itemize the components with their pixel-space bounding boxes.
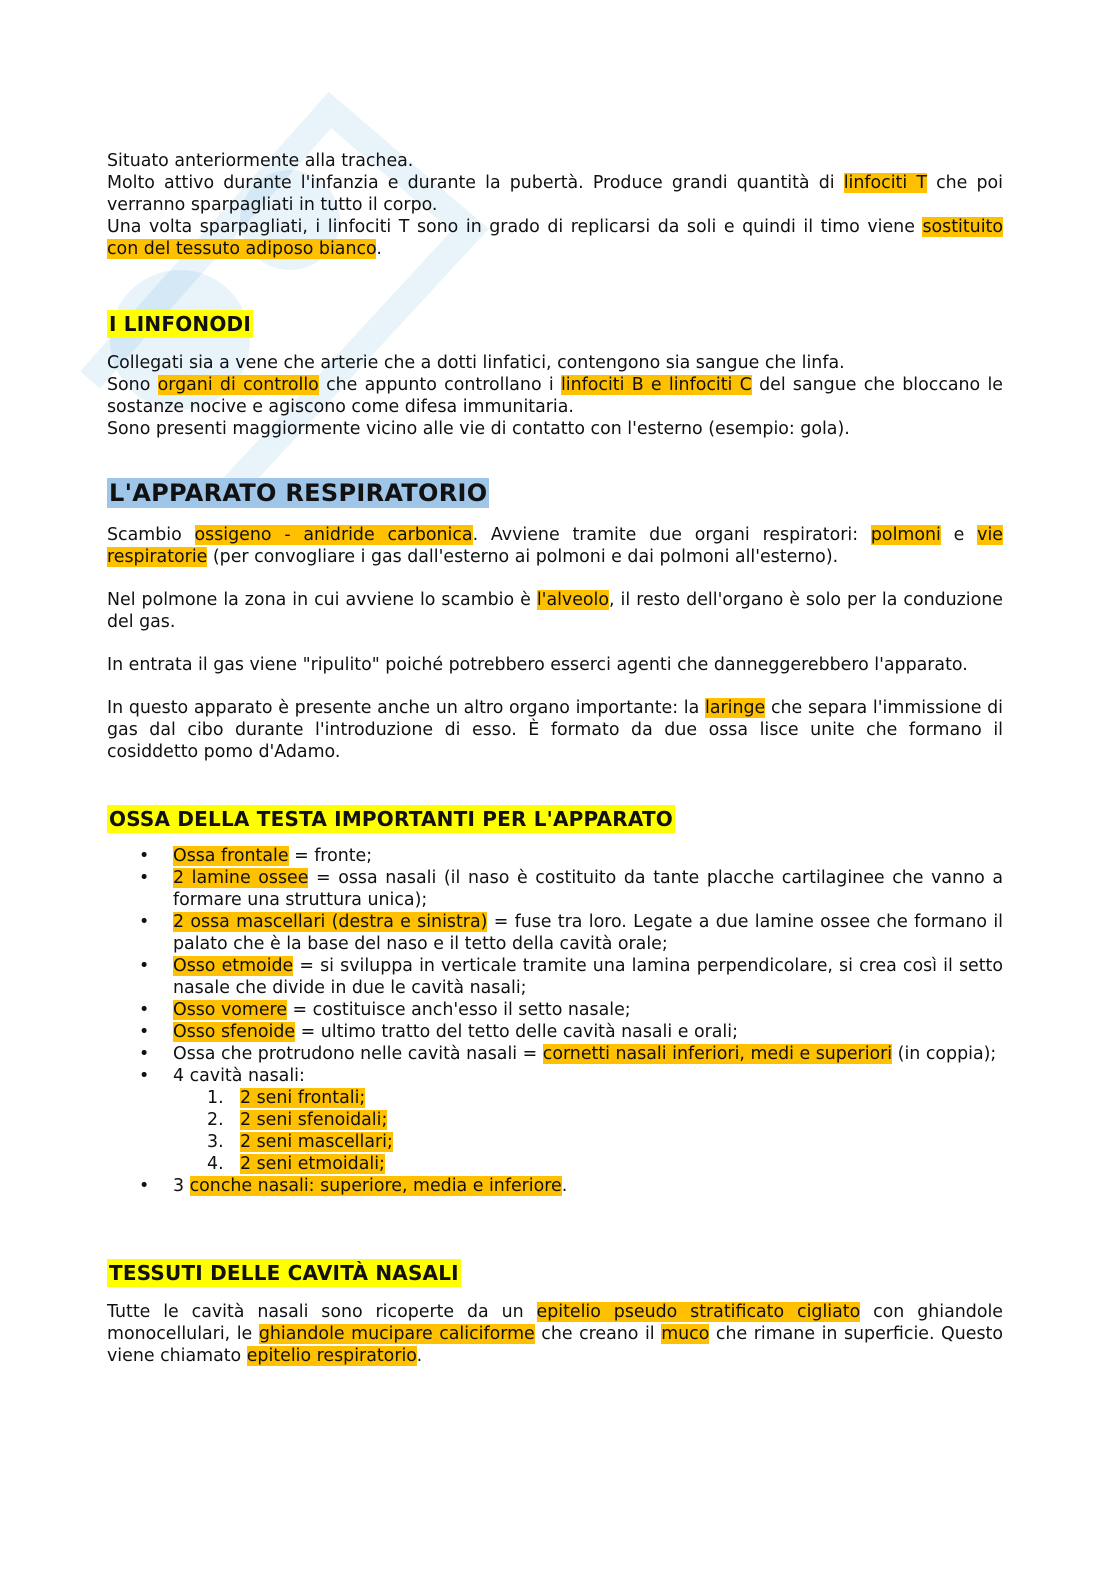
highlight: sostituito con del tessuto adiposo bianco <box>107 217 1003 259</box>
highlight: muco <box>661 1324 710 1344</box>
bullet-icon: • <box>139 1066 150 1086</box>
highlight: epitelio pseudo stratificato cigliato <box>536 1302 861 1322</box>
list-item: • Ossa che protrudono nelle cavità nasali = cornetti nasali inferiori, medi e superiori (in coppia); <box>139 1044 997 1064</box>
list-item: • Osso sfenoide = ultimo tratto del tetto delle cavità nasali e orali; <box>139 1022 738 1042</box>
respiratorio-paragraph-2: Nel polmone la zona in cui avviene lo scambio è l'alveolo, il resto dell'organo è solo per la conduzione del gas. <box>107 590 1003 632</box>
intro-paragraph: Situato anteriormente alla trachea. Molto attivo durante l'infanzia e durante la pubertà. Produce grandi quantità di linfociti T che poi verranno sparpagliati in tutto il corpo. Una volta sparpagliati, i linfociti T sono in grado di replicarsi da soli e quindi il timo viene sostituito con del tessuto adiposo bianco. <box>107 151 1003 259</box>
bullet-icon: • <box>139 956 150 976</box>
list-item: 3. 2 seni mascellari; <box>207 1132 393 1152</box>
ossa-list <box>107 845 1003 1197</box>
heading-ossa-testa: OSSA DELLA TESTA IMPORTANTI PER L'APPARATO <box>109 807 674 831</box>
list-item: 1. 2 seni frontali; <box>207 1088 366 1108</box>
bullet-icon: • <box>139 1022 150 1042</box>
linfonodi-paragraph: Collegati sia a vene che arterie che a dotti linfatici, contengono sia sangue che linfa. Sono organi di controllo che appunto controllano i linfociti B e linfociti C del sangue che bloccano le sostanze nocive e agiscono come difesa immunitaria. Sono presenti maggiormente vicino alle vie di contatto con l'esterno (esempio: gola). <box>107 353 1003 439</box>
highlight: laringe <box>705 698 766 718</box>
list-item: • 2 lamine ossee = ossa nasali (il naso è costituito da tante placche cartilaginee che vanno a formare una struttura unica); <box>139 868 1003 910</box>
highlight: polmoni <box>870 525 941 545</box>
bullet-icon: • <box>139 846 150 866</box>
tessuti-paragraph: Tutte le cavità nasali sono ricoperte da un epitelio pseudo stratificato cigliato con ghiandole monocellulari, le ghiandole mucipare caliciforme che creano il muco che rimane in superficie. Questo viene chiamato epitelio respiratorio. <box>107 1302 1003 1366</box>
highlight: l'alveolo <box>536 590 610 610</box>
list-item: • Ossa frontale = fronte; <box>139 846 373 866</box>
highlight: linfociti B e linfociti C <box>560 375 752 395</box>
bullet-icon: • <box>139 912 150 932</box>
highlight: linfociti T <box>843 173 927 193</box>
bullet-icon: • <box>139 1000 150 1020</box>
heading-tessuti-cavita-nasali: TESSUTI DELLE CAVITÀ NASALI <box>109 1261 459 1285</box>
respiratorio-paragraph-4: In questo apparato è presente anche un altro organo importante: la laringe che separa l'immissione di gas dal cibo durante l'introduzione di esso. È formato da due ossa lisce unite che formano il cosiddetto pomo d'Adamo. <box>107 698 1003 762</box>
highlight: epitelio respiratorio <box>246 1346 417 1366</box>
list-item: 4. 2 seni etmoidali; <box>207 1154 385 1174</box>
list-item: • 4 cavità nasali: 1. 2 seni frontali; 2. 2 seni sfenoidali; 3. 2 seni mascellari; 4. 2 seni etmoidali; <box>107 1065 1003 1175</box>
document-page <box>107 150 1003 1367</box>
bullet-icon: • <box>139 1176 150 1196</box>
highlight: vie respiratorie <box>107 525 1003 567</box>
respiratorio-paragraph-3: In entrata il gas viene "ripulito" poiché potrebbero esserci agenti che danneggerebbero l'apparato. <box>107 655 968 675</box>
list-item: 2. 2 seni sfenoidali; <box>207 1110 388 1130</box>
list-item: • 3 conche nasali: superiore, media e inferiore. <box>139 1176 568 1196</box>
list-item: • Osso etmoide = si sviluppa in verticale tramite una lamina perpendicolare, si crea così il setto nasale che divide in due le cavità nasali; <box>139 956 1003 998</box>
highlight: ghiandole mucipare caliciforme <box>258 1324 535 1344</box>
respiratorio-paragraph-1: Scambio ossigeno - anidride carbonica. Avviene tramite due organi respiratori: polmoni e vie respiratorie (per convogliare i gas dall'esterno ai polmoni e dai polmoni all'esterno). <box>107 525 1003 567</box>
list-item: • 2 ossa mascellari (destra e sinistra) = fuse tra loro. Legate a due lamine ossee che formano il palato che è la base del naso e il tetto della cavità orale; <box>139 912 1003 954</box>
bullet-icon: • <box>139 1044 150 1064</box>
seni-list <box>173 1087 1003 1175</box>
highlight: organi di controllo <box>157 375 319 395</box>
list-item: • Osso vomere = costituisce anch'esso il setto nasale; <box>139 1000 631 1020</box>
heading-linfonodi: I LINFONODI <box>109 312 251 336</box>
heading-apparato-respiratorio: L'APPARATO RESPIRATORIO <box>109 479 488 507</box>
bullet-icon: • <box>139 868 150 888</box>
highlight: ossigeno - anidride carbonica <box>194 525 473 545</box>
